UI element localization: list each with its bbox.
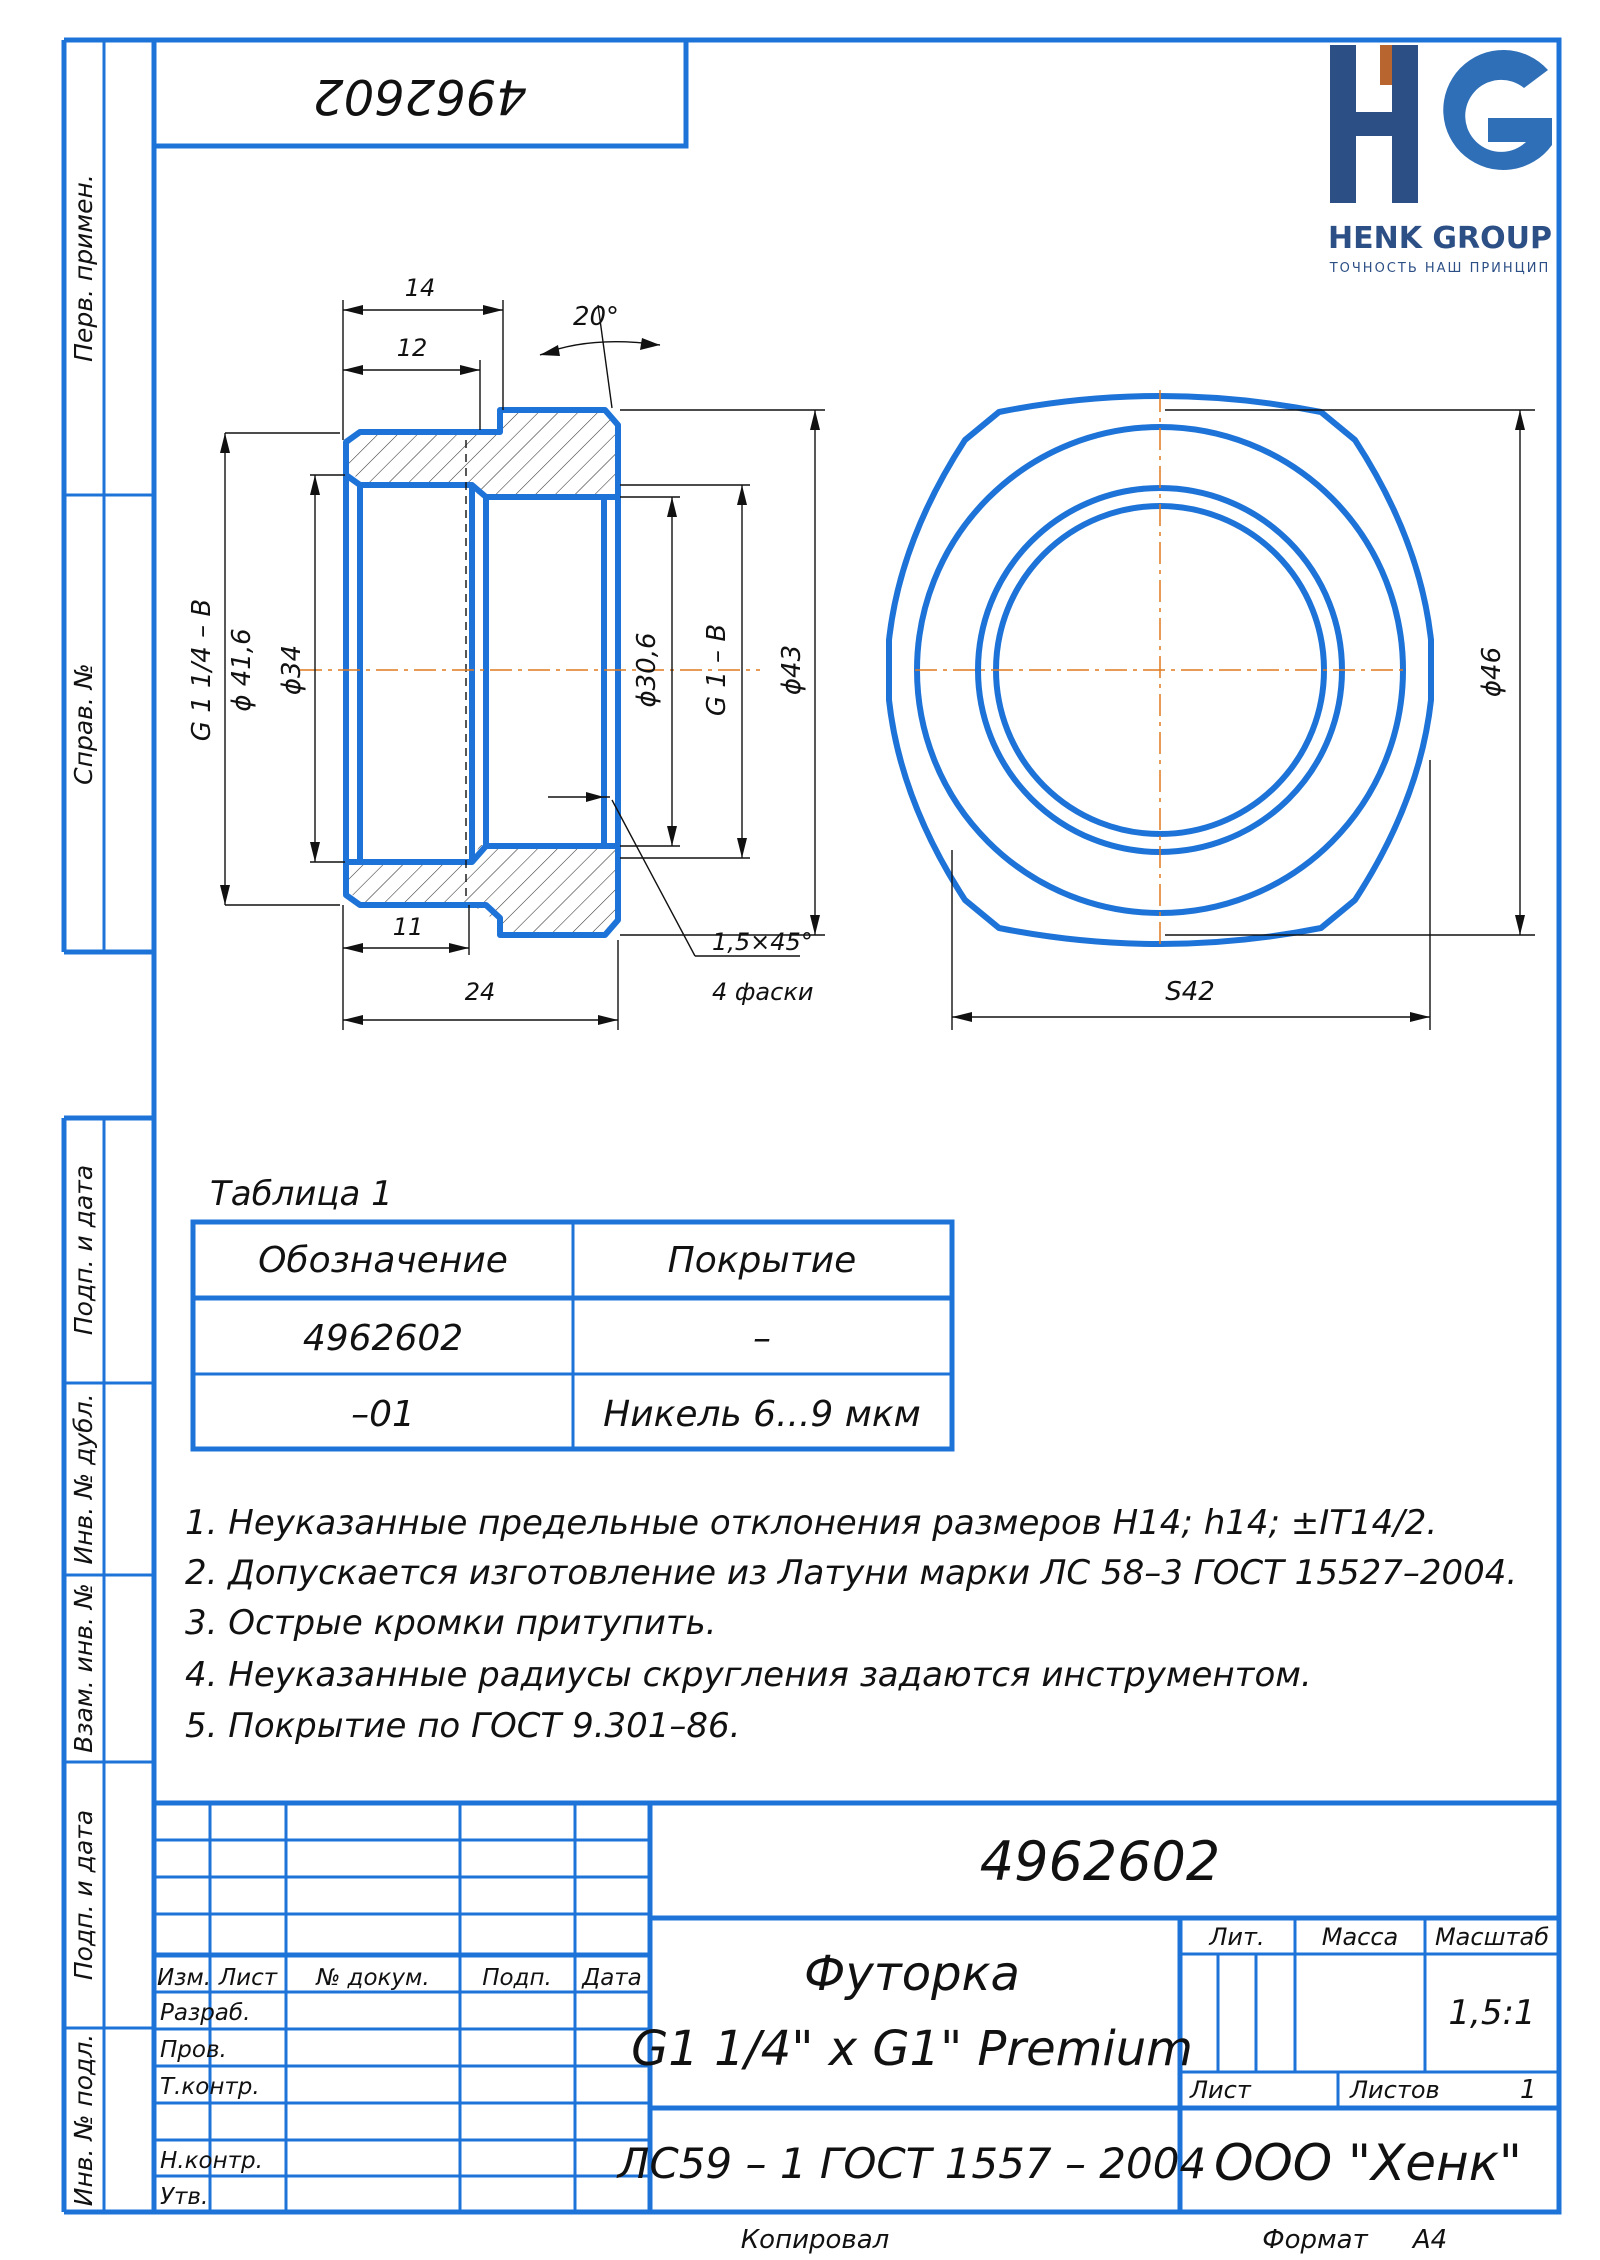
dim-dia-30-6: ϕ30,6	[632, 632, 662, 708]
footer-copied: Копировал	[740, 2225, 890, 2255]
tb-part-name: Футорка	[804, 1946, 1020, 2002]
tb-massa-label: Масса	[1321, 1923, 1399, 1951]
frame	[64, 40, 1559, 2212]
logo-slogan: ТОЧНОСТЬ НАШ ПРИНЦИП	[1329, 261, 1551, 276]
tb-scale-value: 1,5:1	[1448, 1993, 1536, 2033]
tb-lit-label: Лит.	[1209, 1923, 1265, 1951]
title-block	[154, 1803, 1559, 2212]
note-1: 1. Неуказанные предельные отклонения размеров H14; h14; ±IT14/2.	[185, 1503, 1438, 1543]
tb-header-doc: № докум.	[316, 1965, 430, 1991]
footer-format-label: Формат	[1262, 2225, 1368, 2255]
technical-notes	[185, 1503, 1517, 1746]
tb-masshtab-label: Масштаб	[1434, 1923, 1550, 1951]
tb-organization: ООО "Хенк"	[1214, 2134, 1522, 2192]
tb-role-utv: Утв.	[160, 2184, 209, 2210]
tb-listov-label: Листов	[1350, 2076, 1440, 2104]
note-5: 5. Покрытие по ГОСТ 9.301–86.	[185, 1706, 741, 1746]
dim-chamfer: 1,5×45°	[712, 928, 813, 956]
note-3: 3. Острые кромки притупить.	[185, 1603, 717, 1643]
side-label-sprav: Справ. №	[69, 663, 98, 785]
table-row-2-designation: –01	[351, 1394, 415, 1435]
tb-part-spec: G1 1/4" x G1" Premium	[631, 2021, 1193, 2077]
tb-role-prov: Пров.	[160, 2037, 227, 2063]
tb-header-izm: Изм.	[157, 1965, 212, 1991]
dim-thread-right: G 1 – B	[702, 623, 732, 717]
dim-dia-46: ϕ46	[1477, 646, 1507, 698]
section-view	[187, 274, 825, 1030]
tb-role-razrab: Разраб.	[160, 2000, 251, 2026]
tb-role-tkontr: Т.контр.	[160, 2074, 260, 2100]
side-label-perv: Перв. примен.	[69, 174, 98, 362]
side-label-inv-podl: Инв. № подл.	[69, 2033, 98, 2207]
tb-header-data: Дата	[582, 1965, 642, 1991]
table-header-designation: Обозначение	[258, 1240, 508, 1281]
table-caption: Таблица 1	[210, 1174, 393, 1214]
henk-group-logo	[1328, 45, 1552, 276]
tb-drawing-number: 4962602	[979, 1830, 1221, 1893]
tb-header-podp: Подп.	[482, 1965, 552, 1991]
tb-listov-value: 1	[1520, 2075, 1537, 2105]
side-labels	[69, 174, 98, 2206]
dim-14: 14	[404, 274, 436, 302]
tb-list-label: Лист	[1190, 2076, 1251, 2104]
side-label-inv-dubl: Инв. № дубл.	[69, 1393, 98, 1565]
tb-header-list: Лист	[218, 1965, 278, 1991]
dim-dia-34: ϕ34	[277, 644, 307, 696]
logo-company-name: HENK GROUP	[1328, 221, 1552, 256]
table-header-coating: Покрытие	[667, 1240, 857, 1281]
drawing-number-rotated: 4962602	[313, 68, 527, 124]
dim-s42: S42	[1165, 977, 1215, 1007]
tb-material: ЛС59 – 1 ГОСТ 1557 – 2004	[617, 2139, 1207, 2188]
coating-table	[193, 1174, 952, 1449]
dim-angle-20: 20°	[572, 302, 620, 332]
side-label-podp2: Подп. и дата	[69, 1809, 98, 1981]
dim-dia-43: ϕ43	[777, 644, 807, 696]
table-row-1-coating: –	[753, 1318, 771, 1359]
side-label-podp1: Подп. и дата	[69, 1164, 98, 1336]
table-row-1-designation: 4962602	[302, 1318, 464, 1359]
note-2: 2. Допускается изготовление из Латуни марки ЛС 58–3 ГОСТ 15527–2004.	[185, 1553, 1518, 1593]
dim-dia-41-6: ϕ 41,6	[227, 628, 257, 712]
dim-thread-left: G 1 1/4 – B	[187, 598, 217, 742]
note-4: 4. Неуказанные радиусы скругления задаются инструментом.	[185, 1655, 1312, 1695]
tb-role-nkontr: Н.контр.	[160, 2148, 263, 2174]
dim-chamfer-note: 4 фаски	[712, 978, 814, 1006]
side-label-vzam: Взам. инв. №	[69, 1583, 98, 1753]
end-view	[889, 390, 1535, 1030]
dim-12: 12	[396, 334, 428, 362]
footer-format-value: А4	[1412, 2225, 1448, 2255]
dim-24: 24	[464, 978, 496, 1006]
dim-11: 11	[392, 913, 424, 941]
table-row-2-coating: Никель 6...9 мкм	[603, 1394, 921, 1435]
section-hatch-bottom	[346, 845, 618, 935]
